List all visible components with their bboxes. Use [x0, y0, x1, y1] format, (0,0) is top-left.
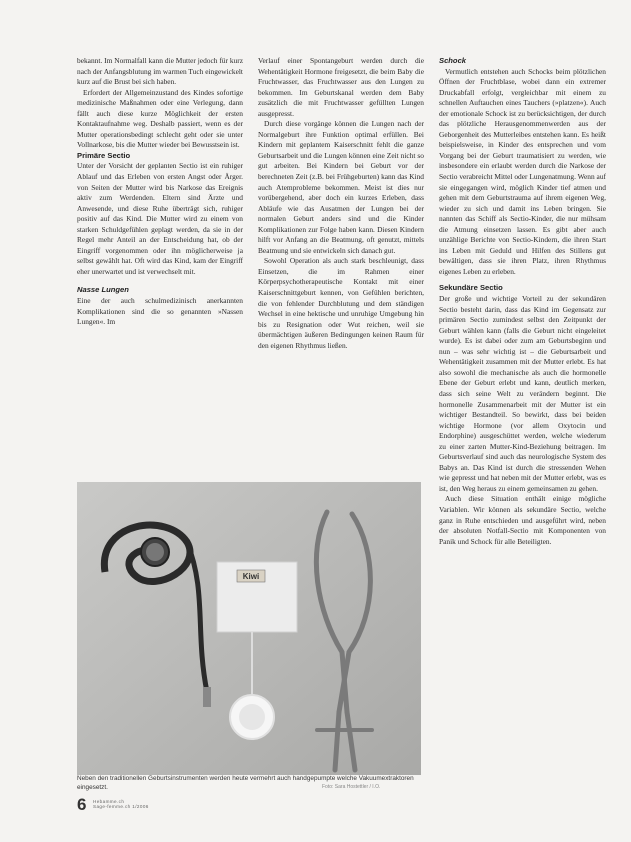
- text-column-2: [258, 56, 424, 351]
- page-number: 6: [77, 795, 87, 814]
- section-heading-primaere-sectio: Primäre Sectio: [77, 150, 131, 160]
- text-column-3: [439, 56, 606, 547]
- text-column-1: [77, 56, 243, 328]
- kiwi-tag-label: Kiwi: [242, 572, 260, 581]
- photo-credit: Foto: Sara Hostettler / I.O.: [322, 784, 381, 790]
- section-heading-schock: Schock: [439, 56, 467, 65]
- paragraph: Verlauf einer Spontangeburt werden durch die Wehentätigkeit Hormone freigesetzt, die beim Baby die Fruchtwasser, das Fruchtwasser aus den Lungen zu bekommen. Im Geburtskanal werden dem Baby zusätzlich die mit Fruchtwasser gefüllten Lungen ausgepresst.: [258, 56, 424, 118]
- magazine-footer: [93, 799, 149, 810]
- paragraph: bekannt. Im Normalfall kann die Mutter jedoch für kurz nach der Anfangsblutung im warmen Tuch eingewickelt kurz auf die Brust bei sich haben.: [77, 56, 243, 87]
- paragraph: Der große und wichtige Vorteil zu der sekundären Sectio besteht darin, dass das Kind im Gegensatz zur primären Sectio zumindest selbst den Zeitpunkt der Geburt wählen kann (falls die Geburt nicht eingeleitet wurde). Es ist dabei oder zum am Geburtsbeginn und nun – was sehr wichtig ist – die Geburtsarbeit und Wehentätigkeit zusammen mit der Mutter erlebt. Es hat also sowohl die mechanische als auch die hormonelle Ebene der Geburt erlebt und kann, deutlich merken, dass sich seine Welt zu verändern beginnt. Die hormonelle Zusammenarbeit mit der Mutter ist ein wichtiger Bestandteil. So bewirkt, dass bei beiden wichtige Hormone (vor allem Oxytocin und Endorphine) ausgeschüttet werden, welche wiederum zu einer zarten Mutter-Kind-Beziehung beitragen. Im Geburtsverlauf sind auch das neurologische System des Babys an. Das Kind ist durch die stressenden Wehen wie gepresst und hat neben mit der Mutter erlebt, was es ist, den Weg heraus zu einem gemeinsamen zu gehen.: [439, 294, 606, 493]
- magazine-name: Hebamme.ch: [93, 799, 125, 804]
- paragraph: Durch diese vorgänge können die Lungen nach der Normalgeburt ihre Funktion optimal erfüllen. Bei Kindern mit geplantem Kaiserschnitt fehlt die ganze Geburtsarbeit und die Lungen können eine Zeit nicht so gut arbeiten. Bei Kindern bei Geburt vor der berechneten Zeit (z.B. bei Frühgeburten) kann das Kind auch Atemprobleme bekommen. Meist ist dies nur vorübergehend, aber doch ein kurzes Erleben, dass Abläufe wie das Ausatmen der Lungen bei der normalen Geburt anders sind und die Kinder Komplikationen zur Folge haben kann. Diesen Kindern hilft vor Anfang an die Beatmung, oft genutzt, mittels Beatmung und sie entwickeln sich danach gut.: [258, 119, 424, 255]
- birth-instruments-photo: [77, 482, 421, 775]
- paragraph: Erfordert der Allgemeinzustand des Kindes sofortige medizinische Maßnahmen oder eine Verlegung, dann fällt auch diese kurze Möglichkeit der ersten Kontaktaufnahme weg. Deshalb passiert, wenn es der Mutter operationsbedingt schlecht geht oder sie unter Vollnarkose, bis die Mutter wieder bei Bewusstsein ist.: [77, 87, 243, 150]
- photo-caption: Neben den traditionellen Geburtsinstrumenten werden heute vermehrt auch handgepumpte welche Vakuumextraktoren eingesetzt.: [77, 775, 414, 791]
- paragraph: Auch diese Situation enthält einige mögliche Variablen. Wir können als sekundäre Sectio, welche ganz in Ruhe entschieden und ausgeführt wird, neben der absoluten Notfall-Sectio mit Komponenten von Panik und Schock für alle Beteiligten.: [439, 494, 606, 546]
- section-heading-sekundaere-sectio: Sekundäre Sectio: [439, 283, 503, 293]
- section-heading-nasse-lungen: Nasse Lungen: [77, 285, 129, 295]
- paragraph: Vermutlich entstehen auch Schocks beim plötzlichen Öffnen der Fruchtblase, wobei dann ein extremer Druckabfall erfolgt, vergleichbar mit einem zu schnellen Auftauchen eines Tauchers (»platzen«). Auch der emotionale Schock ist zu berücksichtigen, der durch das plötzliche Herausgenommenwerden aus der Geborgenheit des Mutterleibes entstehen kann. Es heißt beispielsweise, in Kinder des entsprechen und vom Vorgang bei der Geburt traumatisiert zu werden, wie insbesondere ein erlaubt werden durch die Narkose der Sectio verabreicht Mittel oder Lungenatmung. Wenn auf sie eingegangen wird, möglich Kinder tief atmen und gehen mit dem Geburtstrauma auf ihrem eigenen Weg, wieder zu sich und damit ins Leben bringen. Sie nannten das Schiff als Sectio-Kinder, die nur mühsam die Atmung einsetzen lassen. Es gibt aber auch unzählige Berichte von Sectio-Kindern, die ihren Start ins Leben mit Geduld und Hilfen des Stillens gut bewältigen, dass sie ihren Platz, ihren Rhythmus eigenes Leben zu erleben.: [439, 66, 606, 276]
- paragraph: Sowohl Operation als auch stark beschleunigt, dass Einsetzen, die im Rahmen einer Körperpsychotherapeutische Kontakt mit einer Kaiserschnittgeburt kennen, von Gefühlen berichten, die von fehlender Durchblutung und dem ständigen Wechsel in eine hektische und unruhige Umgebung hin bis zu Resignation oder Wut reichen, weil sie übermächtigen äußeren Bedingungen keinen Raum für den eigenen Rhythmus ließen.: [258, 256, 424, 350]
- magazine-issue: Sage-femme.ch 1/2006: [93, 804, 149, 810]
- paragraph: Eine der auch schulmedizinisch anerkannten Komplikationen sind die so genannten »Nassen Lungen«. Im: [77, 296, 243, 327]
- paragraph: Unter der Vorsicht der geplanten Sectio ist ein ruhiger Ablauf und das Erleben von ersten Angst oder Ärger. von Seiten der Mutter wird bis Narkose das Ereignis aktiv zum Werdenden. Eltern sind Ärzte und Anwesende, und diese Ruhe überträgt sich, ruhiger positiv auf das Kind. Die Mutter wird zu einem von starken Schuldgefühlen geplagt werden, da sie in der Regel mehr Anteil an der Entscheidung hat, ob der Eingriff vorgenommen oder ihn möglicherweise ja selbst gewählt hat. Oft wird das Kind, kam der Eingriff eher unerwartet und ist verwechselt mit.: [77, 161, 243, 276]
